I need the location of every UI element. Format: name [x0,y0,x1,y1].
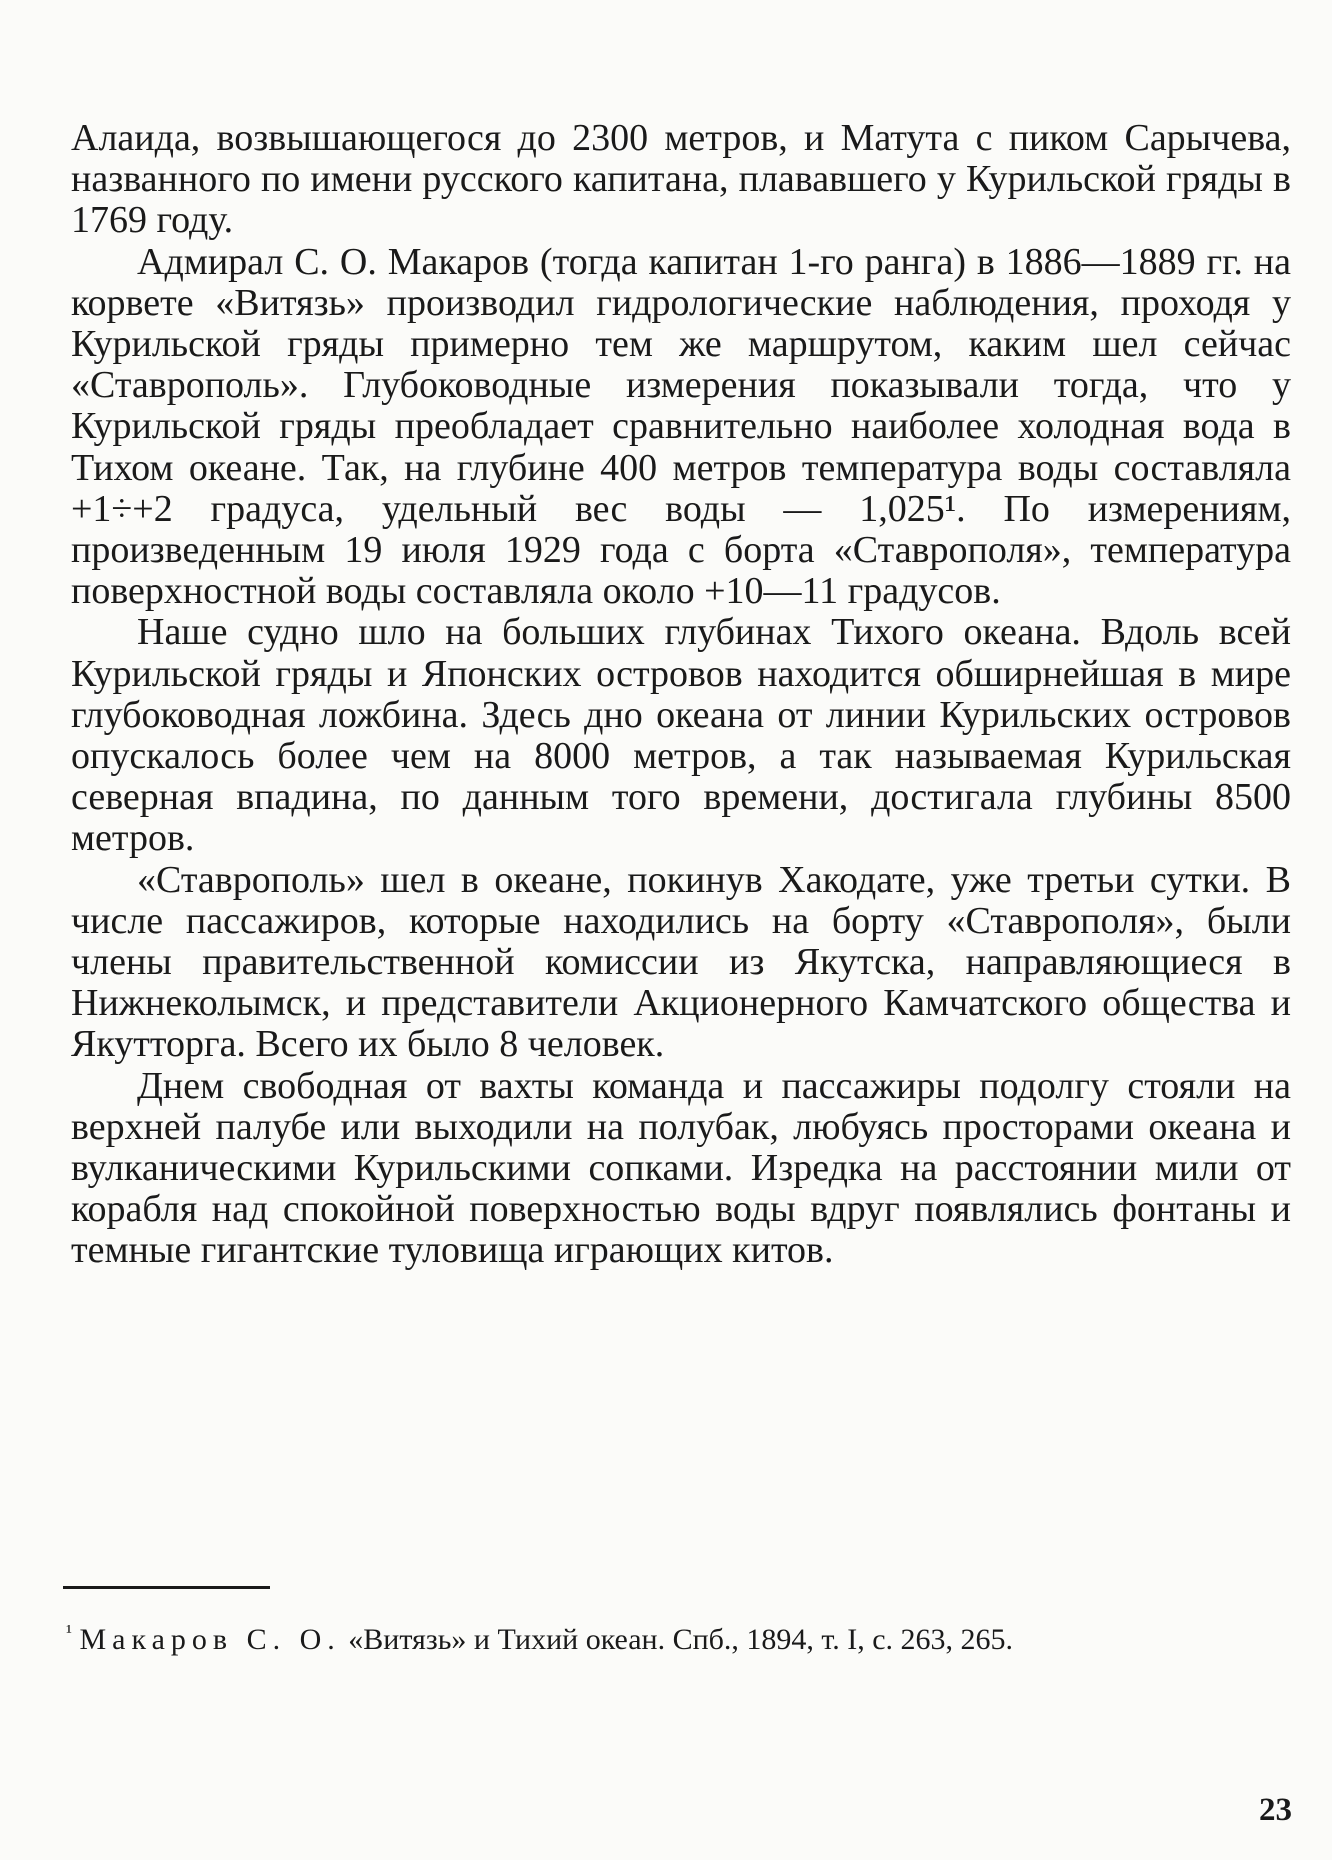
footnote-divider [63,1586,270,1589]
paragraph-2: Адмирал С. О. Макаров (тогда капитан 1-го ранга) в 1886—1889 гг. на корвете «Витязь» производил гидрологические наблюдения, проходя у Курильской гряды примерно тем же маршрутом, каким шел сейчас «Ставрополь». Глубоководные измерения показывали тогда, что у Курильской гряды преобладает сравнительно наиболее холодная вода в Тихом океане. Так, на глубине 400 метров температура воды составляла +1÷+2 градуса, удельный вес воды — 1,025¹. По измерениям, произведенным 19 июля 1929 года с борта «Ставрополя», температура поверхностной воды составляла около +10—11 градусов. [71,240,1291,613]
footnote [66,1614,1292,1658]
footnote-author: Макаров С. О. [79,1623,341,1656]
footnote-marker: ¹ [66,1621,72,1643]
page-number: 23 [1259,1792,1292,1828]
paragraph-3: Наше судно шло на больших глубинах Тихого океана. Вдоль всей Курильской гряды и Японских островов находится обширнейшая в мире глубоководная ложбина. Здесь дно океана от линии Курильских островов опускалось более чем на 8000 метров, а так называемая Курильская северная впадина, по данным того времени, достигала глубины 8500 метров. [71,611,1291,860]
main-text [71,118,1291,1272]
footnote-text: «Витязь» и Тихий океан. Спб., 1894, т. I, с. 263, 265. [348,1623,1014,1656]
paragraph-1: Алаида, возвышающегося до 2300 метров, и Матута с пиком Сарычева, названного по имени русского капитана, плававшего у Курильской гряды в 1769 году. [71,117,1291,242]
paragraph-4: «Ставрополь» шел в океане, покинув Хакодате, уже третьи сутки. В числе пассажиров, которые находились на борту «Ставрополя», были члены правительственной комиссии из Якутска, направляющиеся в Нижнеколымск, и представители Акционерного Камчатского общества и Якутторга. Всего их было 8 человек. [71,858,1291,1066]
paragraph-5: Днем свободная от вахты команда и пассажиры подолгу стояли на верхней палубе или выходили на полубак, любуясь просторами океана и вулканическими Курильскими сопками. Изредка на расстоянии мили от корабля над спокойной поверхностью воды вдруг появлялись фонтаны и темные гигантские туловища играющих китов. [71,1064,1291,1272]
